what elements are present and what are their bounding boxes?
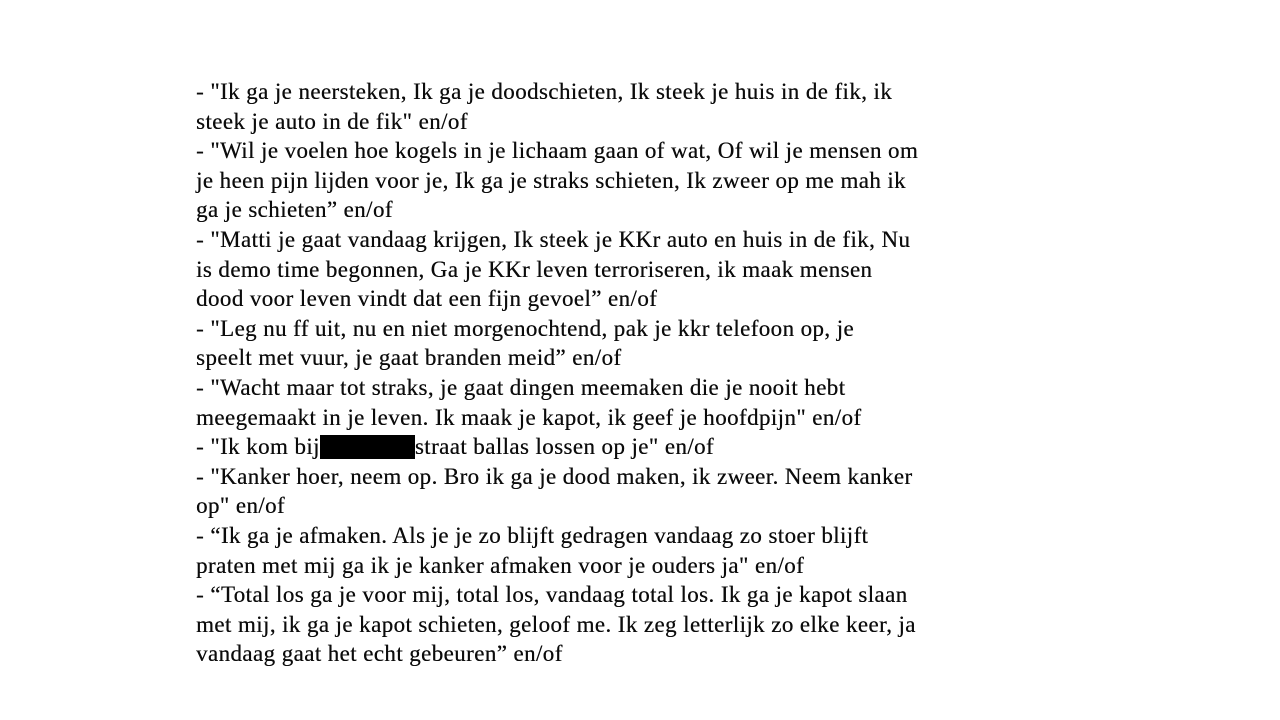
text-line: steek je auto in de fik" en/of — [196, 108, 468, 134]
text-after-redaction: straat ballas lossen op je" en/of — [414, 434, 714, 460]
text-line: je heen pijn lijden voor je, Ik ga je straks schieten, Ik zweer op me mah ik — [196, 167, 906, 193]
text-line: speelt met vuur, je gaat branden meid” en/of — [196, 345, 622, 371]
text-line: - "Ik ga je neersteken, Ik ga je doodschieten, Ik steek je huis in de fik, ik — [196, 79, 893, 104]
text-line: op" en/of — [196, 493, 285, 519]
redaction-box — [320, 435, 415, 459]
text-line: - "Wacht maar tot straks, je gaat dingen meemaken die je nooit hebt — [196, 374, 846, 400]
text-line: meegemaakt in je leven. Ik maak je kapot, ik geef je hoofdpijn" en/of — [196, 404, 862, 430]
text-line: - “Ik ga je afmaken. Als je je zo blijft gedragen vandaag zo stoer blijft — [196, 522, 869, 548]
text-line: ga je schieten” en/of — [196, 197, 393, 223]
text-line: - "Leg nu ff uit, nu en niet morgenochtend, pak je kkr telefoon op, je — [196, 315, 855, 341]
text-line: met mij, ik ga je kapot schieten, geloof me. Ik zeg letterlijk zo elke keer, ja — [196, 611, 916, 637]
text-line: is demo time begonnen, Ga je KKr leven terroriseren, ik maak mensen — [196, 256, 873, 282]
text-line: vandaag gaat het echt gebeuren” en/of — [196, 641, 563, 667]
text-line: praten met mij ga ik je kanker afmaken voor je ouders ja" en/of — [196, 552, 805, 578]
text-line: - "Wil je voelen hoe kogels in je lichaam gaan of wat, Of wil je mensen om — [196, 138, 919, 164]
text-line: - "Kanker hoer, neem op. Bro ik ga je dood maken, ik zweer. Neem kanker — [196, 463, 913, 489]
text-line — [196, 432, 1116, 462]
legal-text-block — [196, 77, 1116, 669]
text-line: dood voor leven vindt dat een fijn gevoel” en/of — [196, 286, 658, 312]
text-line: - “Total los ga je voor mij, total los, vandaag total los. Ik ga je kapot slaan — [196, 582, 908, 608]
text-line: - "Matti je gaat vandaag krijgen, Ik steek je KKr auto en huis in de fik, Nu — [196, 226, 911, 252]
text-before-redaction: - "Ik kom bij — [196, 434, 320, 460]
